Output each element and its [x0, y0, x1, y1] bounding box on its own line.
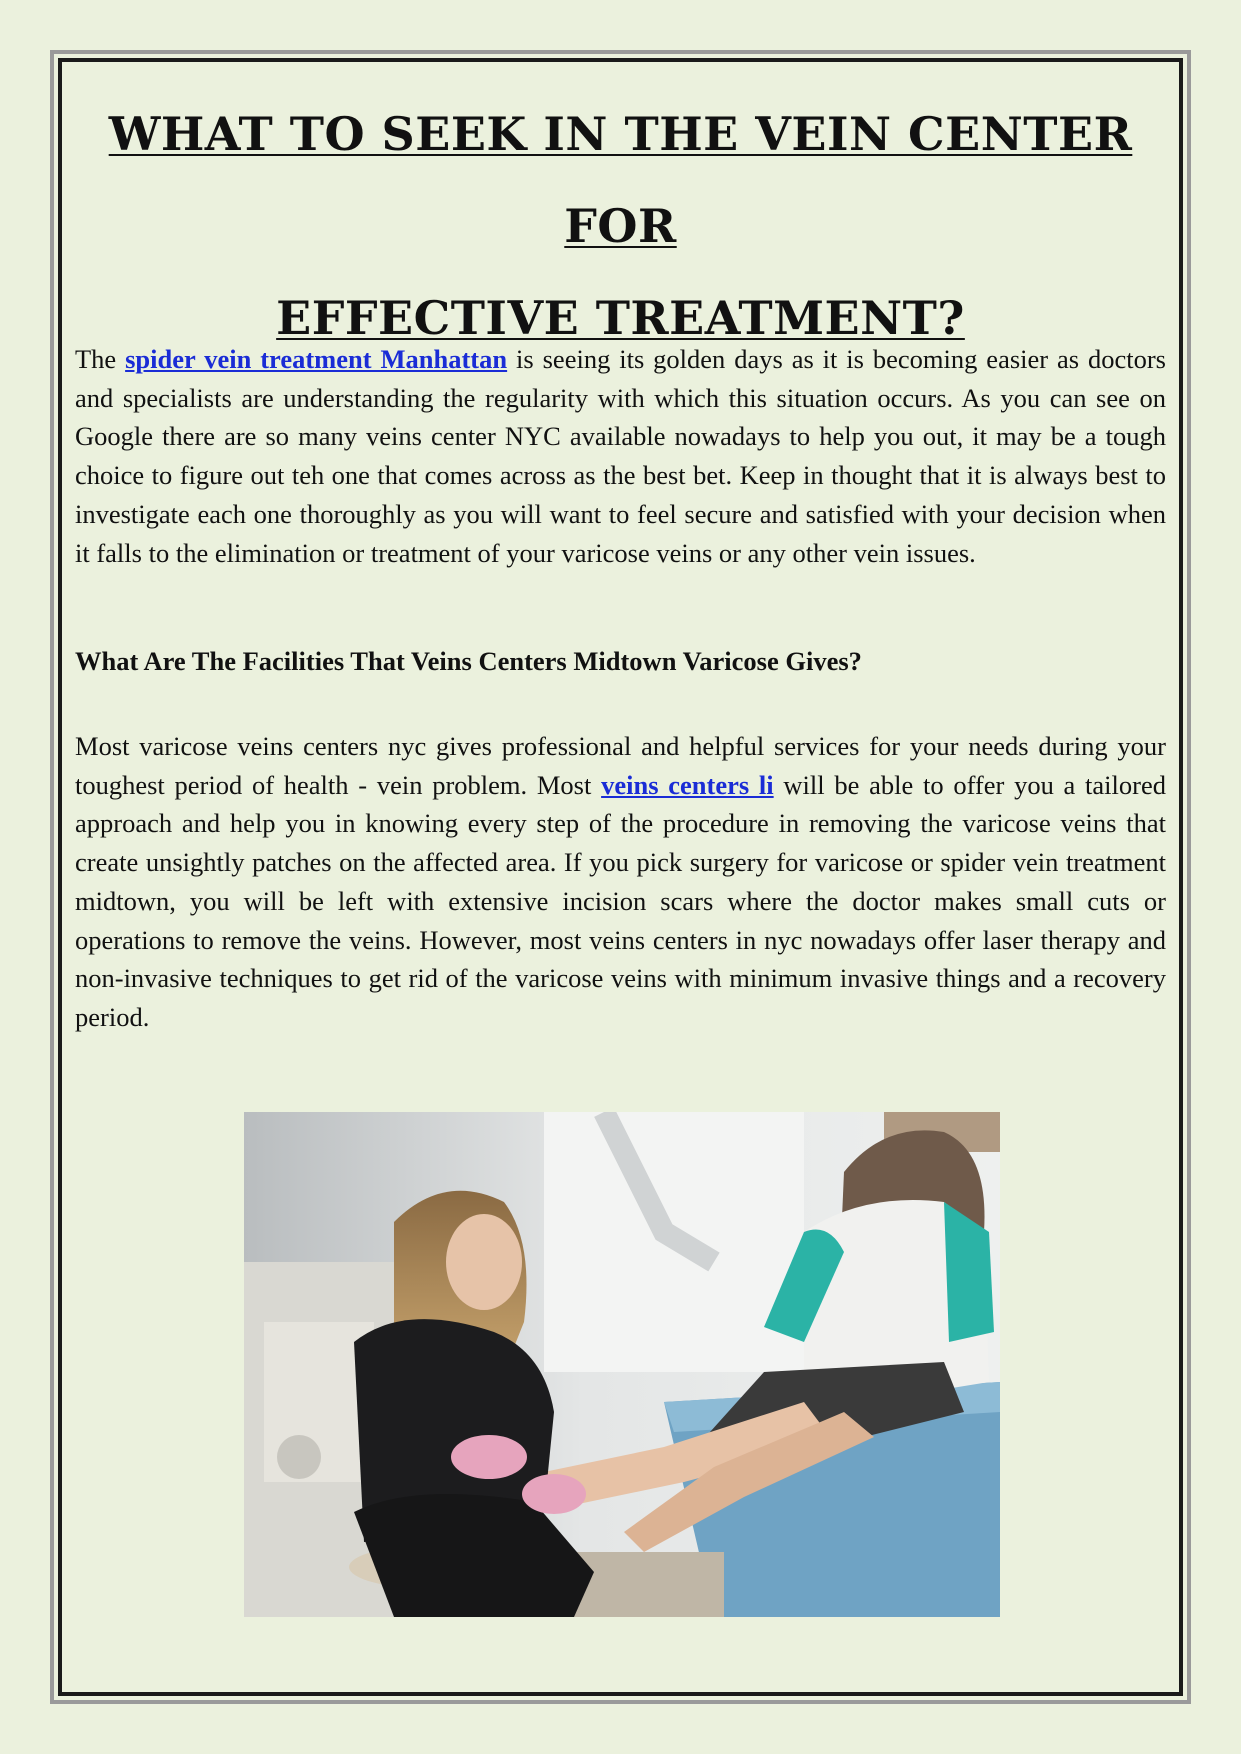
intro-text-start: The [75, 344, 126, 374]
vein-treatment-photo [244, 1112, 1000, 1617]
page-title [74, 88, 1167, 364]
title-line-1: WHAT TO SEEK IN THE VEIN CENTER FOR [108, 107, 1133, 253]
veins-centers-link[interactable]: veins centers li [601, 769, 774, 800]
title-line-2: EFFECTIVE TREATMENT? [276, 291, 965, 345]
facilities-text-rest: will be able to offer you a tailored approach and help you in knowing every step of the procedure in removing the varicose veins that create unsightly patches on the affected area. If you pick surgery for varicose or spider vein treatment midtown, you will be left with extensive incision scars where the doctor makes small cuts or operations to remove the veins. However, most veins centers in nyc nowadays offer laser therapy and non-invasive techniques to get rid of the varicose veins with minimum invasive things and a recovery period. [75, 769, 1166, 1032]
photo-illustration [244, 1112, 1000, 1617]
intro-paragraph [75, 340, 1166, 572]
spider-vein-link[interactable]: spider vein treatment Manhattan [125, 344, 508, 374]
facilities-text-start: Most varicose veins centers nyc gives professional and helpful services for your needs during your toughest period of health - vein problem. Most [75, 731, 1166, 800]
intro-text-rest: is seeing its golden days as it is becoming easier as doctors and specialists are understanding the regularity with which this situation occurs. As you can see on Google there are so many veins center NYC available nowadays to help you out, it may be a tough choice to figure out teh one that comes across as the best bet. Keep in thought that it is always best to investigate each one thoroughly as you will want to feel secure and satisfied with your decision when it falls to the elimination or treatment of your varicose veins or any other vein issues. [75, 344, 1166, 568]
section-heading: What Are The Facilities That Veins Centers Midtown Varicose Gives? [75, 646, 862, 676]
facilities-paragraph [75, 727, 1166, 1037]
